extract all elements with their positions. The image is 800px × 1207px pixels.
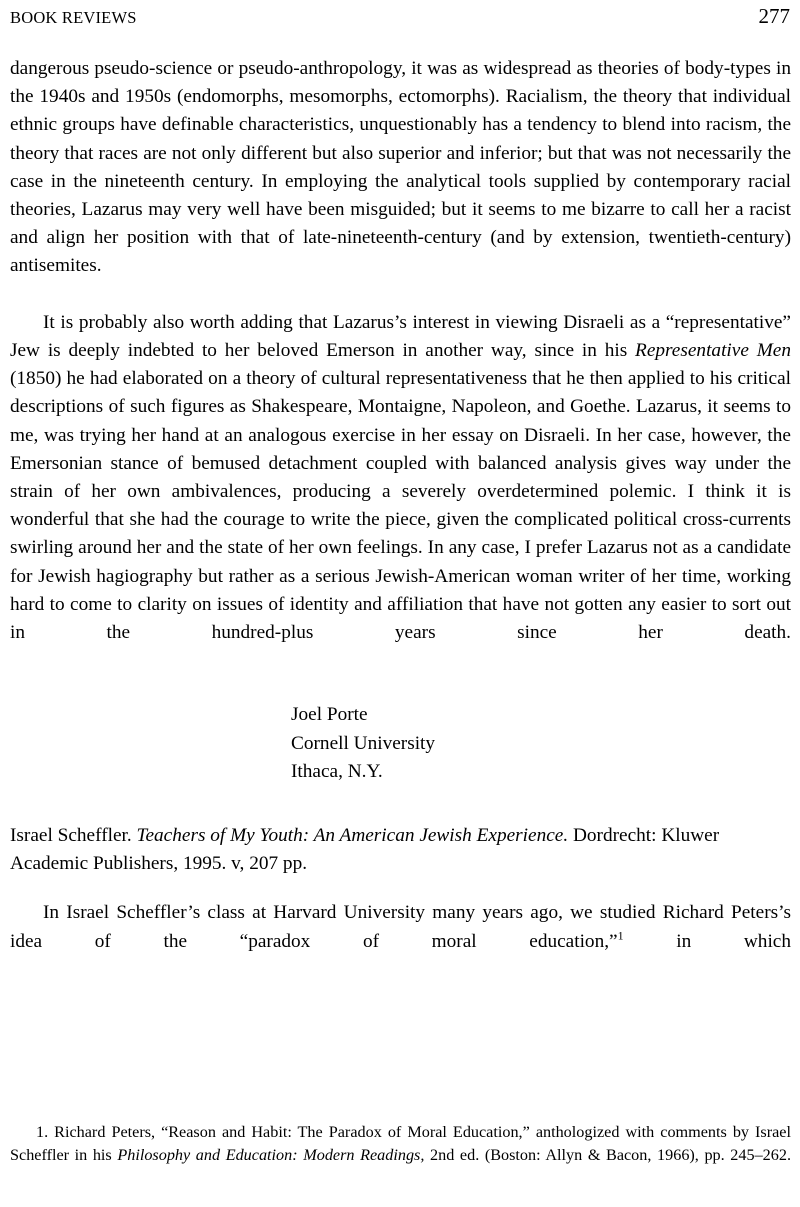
reviewer-name: Joel Porte [291,704,368,726]
reviewer-signature-block [10,701,791,786]
body-paragraph-two [10,309,791,676]
footnote-entry-1 [10,1121,791,1191]
book-citation-heading [10,822,791,878]
footnote-italic-title: Philosophy and Education: Modern Readings, [117,1146,425,1165]
book-title-representative-men: Representative Men [635,340,791,362]
paragraph-two-text-before-title: It is probably also worth adding that Lazarus’s interest in viewing Disraeli as a “representative” Jew is deeply indebted to her beloved Emerson in another way, since in his [10,311,791,362]
running-head-title: BOOK REVIEWS [10,8,137,27]
next-review-opening-text: In Israel Scheffler’s class at Harvard University many years ago, we studied Richard Peters’s idea of the “paradox of moral education,” [10,902,791,952]
text-column [10,55,791,984]
next-review-opening-tail: in which [623,930,791,952]
citation-title: Teachers of My Youth: An American Jewish Experience. [136,825,569,847]
footnote-text-before-title: 1. Richard Peters, “Reason and Habit: The Paradox of Moral Education,” anthologized with comments by Israel Scheffler in his [10,1122,791,1165]
next-review-opening-paragraph [10,899,791,984]
page-number: 277 [758,4,790,28]
reviewer-location: Ithaca, N.Y. [291,760,383,782]
paragraph-two-text-after-title: (1850) he had elaborated on a theory of cultural representativeness that he then applied to his critical descriptions of such figures as Shakespeare, Montaigne, Napoleon, and Goethe. Lazarus, it seems to me, was trying her hand at an analogous exercise in her essay on Disraeli. In her case, however, the Emersonian stance of bemused detachment coupled with balanced analysis gives way under the strain of her own ambivalences, producing a severely overdetermined polemic. I think it is wonderful that she had the courage to write the piece, given the complicated political cross-currents swirling around her and the state of her own feelings. In any case, I prefer Lazarus not as a candidate for Jewish hagiography but rather as a serious Jewish-American woman writer of her time, working hard to come to clarity on issues of identity and affiliation that have not gotten any easier to sort out in the hundred-plus years since her death. [10,368,791,644]
footnote-area [10,1121,791,1191]
body-paragraph-continued: dangerous pseudo-science or pseudo-anthropology, it was as widespread as theories of body-types in the 1940s and 1950s (endomorphs, mesomorphs, ectomorphs). Racialism, the theory that individual ethnic groups have definable characteristics, unquestionably has a tendency to blend into racism, the theory that races are not only different but also superior and inferior; but that was not necessarily the case in the nineteenth century. In employing the analytical tools supplied by contemporary racial theories, Lazarus may very well have been misguided; but it seems to me bizarre to call her a racist and align her position with that of late-nineteenth-century (and by extension, twentieth-century) antisemites. [10,58,791,277]
footnote-reference-marker[interactable]: 1 [617,928,624,943]
running-head [10,4,790,28]
reviewer-institution: Cornell University [291,732,436,754]
citation-imprint: Dordrecht: Kluwer Academic Publishers, 1995. v, 207 pp. [10,825,720,875]
citation-author: Israel Scheffler. [10,825,137,847]
footnote-text-after-title: 2nd ed. (Boston: Allyn & Bacon, 1966), pp. 245–262. [424,1146,792,1165]
